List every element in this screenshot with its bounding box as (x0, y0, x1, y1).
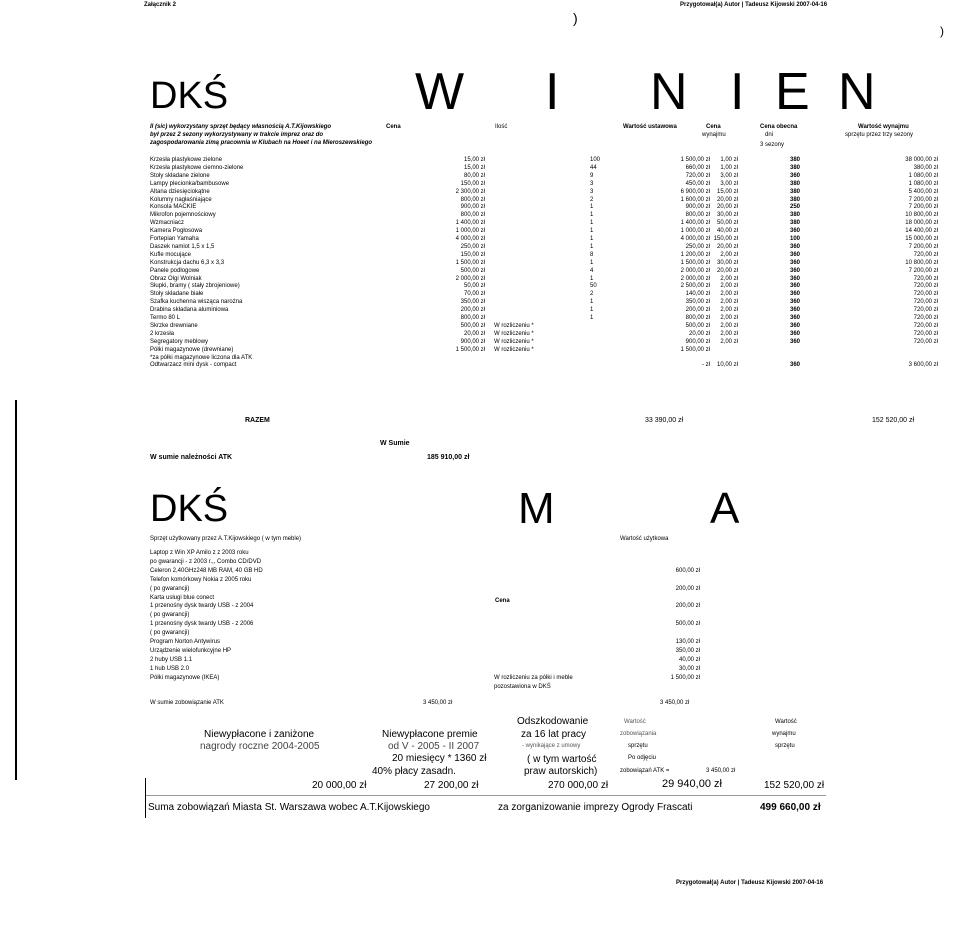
ma-cell-name: 2 huby USB 1.1 (150, 656, 193, 663)
winien-cell-wartosc: 900,00 zł (685, 338, 710, 345)
winien-cell-cena: 800,00 zł (460, 315, 485, 321)
winien-cell-wyn: 2,00 zł (720, 338, 738, 345)
ma-cell-note: pozostawiona w DKŚ (494, 683, 551, 690)
winien-letter-n: N (650, 63, 688, 121)
winien-cell-ilosc: 1 (590, 259, 594, 266)
winien-cell-name: Słupki, bramy ( stały zbrojeniowe) (150, 283, 240, 290)
winien-cell-wyn: 20,00 zł (716, 196, 738, 203)
winien-cell-dni: 360 (790, 315, 801, 321)
winien-cell-total: 10 800,00 zł (905, 212, 938, 219)
winien-cell-name: *za półki magazynowe liczona dla ATK (150, 354, 253, 361)
winien-cell-note: W rozliczeniu * (494, 330, 534, 337)
winien-cell-cena: 1 500,00 zł (455, 259, 485, 266)
winien-cell-wartosc: 2 500,00 zł (680, 283, 710, 290)
winien-cell-ilosc: 8 (590, 251, 594, 258)
winien-cell-total: 15 000,00 zł (905, 236, 938, 242)
sum-col4-3: sprzętu (628, 743, 648, 749)
ma-cell-value: 350,00 zł (675, 647, 700, 654)
winien-cell-name: Panele podłogowe (150, 267, 200, 274)
winien-cell-dni: 360 (790, 243, 801, 250)
col-cena-wynajmu-2: wynajmu (702, 132, 726, 138)
winien-cell-name: Stoły składane białe (150, 291, 204, 298)
winien-cell-ilosc: 44 (590, 164, 597, 171)
winien-cell-wyn: 1,00 zł (720, 164, 738, 171)
winien-cell-dni: 380 (790, 180, 801, 187)
winien-cell-name: Obraz Olgi Wolniak (150, 275, 202, 282)
winien-cell-total: 3 600,00 zł (908, 362, 938, 369)
sum-col4-5: zobowiązań ATK = (620, 768, 670, 774)
ma-cell-value: 600,00 zł (675, 567, 700, 574)
winien-cell-wyn: 2,00 zł (720, 307, 738, 314)
bottom-left: Suma zobowiązań Miasta St. Warszawa wobec A.T.Kijowskiego (148, 802, 430, 813)
sum-col2-2: od V - 2005 - II 2007 (388, 741, 480, 752)
ma-cell-value: 1 500,00 zł (670, 674, 700, 681)
sum-col3-4: ( w tym wartość (527, 754, 597, 765)
winien-cell-cena: 800,00 zł (460, 196, 485, 203)
col-ilosc: Ilość (495, 124, 508, 130)
winien-cell-dni: 360 (790, 267, 801, 274)
winien-cell-wyn: 2,00 zł (720, 291, 738, 298)
winien-cell-cena: 900,00 zł (460, 204, 485, 211)
sum-col4-extra: 3 450,00 zł (706, 768, 736, 774)
col-cena-dzien-1: Cena obecna (760, 124, 798, 130)
winien-cell-cena: 250,00 zł (460, 243, 485, 250)
col-wartosc-wynajmu-2: sprzętu przez trzy sezony (845, 132, 914, 138)
winien-cell-wyn: 2,00 zł (720, 299, 738, 306)
winien-cell-total: 7 200,00 zł (908, 204, 938, 211)
winien-desc-1: Il (sic) wykorzystany sprzęt będący własnością A.T.Kijowskiego (150, 124, 332, 130)
winien-cell-wartosc: 1 500,00 zł (680, 157, 710, 163)
winien-cell-total: 7 200,00 zł (908, 267, 938, 274)
winien-cell-dni: 380 (790, 164, 801, 171)
winien-cell-cena: 4 000,00 zł (455, 236, 485, 242)
winien-cell-cena: 70,00 zł (463, 291, 485, 298)
ma-cell-value: 200,00 zł (675, 603, 700, 610)
ma-cell-name: ( po gwarancji) (150, 630, 190, 637)
winien-cell-ilosc: 9 (590, 172, 594, 179)
winien-cell-note: W rozliczeniu * (494, 322, 534, 329)
header-right: Przygotował(a) Autor | Tadeusz Kijowski 2007-04-16 (680, 2, 828, 8)
winien-cell-name: Krzesła plastykowe ciemno-zielone (150, 164, 244, 171)
sum-col1-2: nagrody roczne 2004-2005 (200, 741, 320, 752)
w-sumie-naleznosci-value: 185 910,00 zł (427, 454, 470, 461)
winien-cell-name: Kamera Pogłosowa (150, 228, 203, 235)
ma-col-cena: Cena (495, 598, 510, 604)
winien-cell-name: Półki magazynowe (drewniane) (150, 346, 234, 353)
winien-cell-wyn: 2,00 zł (720, 322, 738, 329)
sum-col4-4: Po odjęciu (628, 755, 657, 761)
winien-cell-cena: 150,00 zł (460, 251, 485, 258)
winien-cell-cena: 15,00 zł (463, 164, 485, 171)
winien-cell-wartosc: 1 600,00 zł (680, 196, 710, 203)
winien-cell-dni: 380 (790, 188, 801, 195)
winien-cell-total: 7 200,00 zł (908, 243, 938, 250)
winien-letter-n2: N (838, 63, 876, 121)
winien-cell-wartosc: 1 400,00 zł (680, 220, 710, 227)
ma-cell-name: ( po gwarancji) (150, 612, 190, 619)
winien-cell-dni: 360 (790, 283, 801, 290)
winien-cell-wyn: 2,00 zł (720, 315, 738, 321)
winien-cell-ilosc: 1 (590, 204, 594, 211)
winien-cell-cena: 800,00 zł (460, 212, 485, 219)
winien-cell-total: 18 000,00 zł (905, 220, 938, 227)
winien-cell-ilosc: 100 (590, 157, 601, 163)
winien-cell-cena: 500,00 zł (460, 322, 485, 329)
winien-cell-ilosc: 1 (590, 315, 594, 321)
winien-cell-total: 720,00 zł (913, 330, 938, 337)
winien-cell-wyn: 2,00 zł (720, 330, 738, 337)
sum-col3-5: praw autorskich) (524, 766, 598, 777)
winien-cell-wartosc: 660,00 zł (685, 164, 710, 171)
winien-cell-wyn: 2,00 zł (720, 251, 738, 258)
winien-cell-total: 38 000,00 zł (905, 157, 938, 163)
ma-cell-name: 1 przenośny dysk twardy USB - z 2004 (150, 603, 254, 610)
stray-mark-2: ) (940, 24, 944, 38)
sum-col4-1: Wartość (624, 719, 646, 725)
winien-cell-cena: 2 000,00 zł (455, 275, 485, 282)
ma-cell-name: Karta usługi blue conect (150, 594, 215, 601)
stray-mark: ) (573, 10, 578, 26)
sum-col2-1: Niewypłacone premie (382, 729, 478, 740)
winien-cell-wyn: 2,00 zł (720, 275, 738, 282)
winien-cell-ilosc: 1 (590, 236, 594, 242)
winien-cell-total: 720,00 zł (913, 307, 938, 314)
ma-w-sumie-label: W sumie zobowiązanie ATK (150, 700, 224, 706)
winien-cell-total: 720,00 zł (913, 315, 938, 321)
sum-col3-1: Odszkodowanie (517, 716, 589, 727)
winien-letter-i: I (545, 63, 560, 121)
sum-col2-3: 20 miesięcy * 1360 zł (392, 753, 487, 764)
winien-cell-wartosc: 140,00 zł (685, 291, 710, 298)
winien-cell-dni: 380 (790, 220, 801, 227)
sum-col4-2: zobowiązania (620, 731, 657, 737)
winien-cell-total: 10 800,00 zł (905, 259, 938, 266)
w-sumie-naleznosci-label: W sumie należności ATK (150, 454, 233, 461)
winien-cell-ilosc: 2 (590, 291, 594, 298)
ma-letter-m: M (518, 484, 555, 533)
winien-cell-wartosc: 1 500,00 zł (680, 346, 710, 353)
ma-col-wartosc: Wartość użytkowa (620, 536, 669, 542)
ma-cell-value: 200,00 zł (675, 585, 700, 592)
winien-cell-cena: 50,00 zł (463, 283, 485, 290)
winien-cell-wyn: 10,00 zł (716, 362, 738, 369)
winien-cell-dni: 360 (790, 259, 801, 266)
winien-cell-wyn: 150,00 zł (713, 236, 738, 242)
winien-cell-total: 720,00 zł (913, 322, 938, 329)
winien-cell-wyn: 20,00 zł (716, 243, 738, 250)
winien-cell-dni: 360 (790, 299, 801, 306)
winien-cell-dni: 360 (790, 362, 801, 369)
winien-cell-ilosc: 1 (590, 212, 594, 219)
winien-cell-dni: 360 (790, 338, 801, 345)
margin-bar (15, 400, 17, 780)
winien-cell-wyn: 1,00 zł (720, 157, 738, 163)
winien-desc-2: był przez 2 sezony wykorzystywany w trakcie imprez oraz do (150, 132, 324, 138)
winien-cell-name: Lampy plecionka/bambusowe (150, 180, 230, 187)
winien-cell-dni: 360 (790, 322, 801, 329)
winien-cell-dni: 360 (790, 330, 801, 337)
col-wartosc-ustawowa: Wartość ustawowa (623, 124, 677, 130)
winien-cell-name: 2 krzesła (150, 330, 175, 337)
winien-cell-cena: 350,00 zł (460, 299, 485, 306)
winien-cell-wyn: 30,00 zł (716, 212, 738, 219)
sum-col5-1: Wartość (775, 719, 797, 725)
winien-cell-dni: 100 (790, 236, 801, 242)
winien-cell-name: Kufle mocujące (150, 251, 192, 258)
winien-cell-ilosc: 3 (590, 188, 594, 195)
winien-cell-cena: 200,00 zł (460, 307, 485, 314)
ma-w-sumie-value: 3 450,00 zł (660, 700, 690, 706)
winien-cell-cena: 500,00 zł (460, 267, 485, 274)
col-cena: Cena (386, 124, 401, 130)
winien-brand: DKŚ (150, 75, 229, 117)
winien-cell-ilosc: 4 (590, 267, 594, 274)
winien-cell-wartosc: 450,00 zł (685, 180, 710, 187)
winien-cell-name: Odtwarzacz mini dysk - compact (150, 362, 237, 369)
ma-cell-note: W rozliczeniu za półki i meble (494, 674, 573, 681)
winien-cell-total: 5 400,00 zł (908, 188, 938, 195)
winien-cell-cena: 150,00 zł (460, 180, 485, 187)
winien-cell-name: Szafka kuchenna wisząca narożna (150, 299, 243, 306)
winien-cell-dni: 360 (790, 275, 801, 282)
winien-cell-dni: 380 (790, 157, 801, 163)
bottom-mid: za zorganizowanie imprezy Ogrody Frascati (498, 802, 693, 813)
summary-divider (146, 795, 826, 796)
winien-cell-total: 720,00 zł (913, 275, 938, 282)
winien-cell-ilosc: 50 (590, 283, 597, 290)
winien-cell-name: Kolumny nagłaśniające (150, 196, 212, 203)
winien-cell-cena: 15,00 zł (463, 157, 485, 163)
razem-total: 152 520,00 zł (872, 417, 915, 424)
winien-cell-name: Stoły składane zielone (150, 172, 210, 179)
winien-cell-ilosc: 1 (590, 220, 594, 227)
razem-wartosc: 33 390,00 zł (645, 417, 684, 424)
winien-cell-wartosc: 900,00 zł (685, 204, 710, 211)
winien-cell-cena: 80,00 zł (463, 172, 485, 179)
ma-cell-name: po gwarancji - z 2003 r.,, Combo CD/DVD (150, 558, 262, 565)
ma-cell-name: 1 przenośny dysk twardy USB - z 2006 (150, 621, 254, 628)
winien-cell-wartosc: 2 000,00 zł (680, 267, 710, 274)
winien-cell-cena: 900,00 zł (460, 338, 485, 345)
winien-cell-cena: 2 300,00 zł (455, 188, 485, 195)
winien-cell-total: 1 080,00 zł (908, 180, 938, 187)
winien-cell-wyn: 3,00 zł (720, 180, 738, 187)
winien-cell-wartosc: 250,00 zł (685, 243, 710, 250)
ma-letter-a: A (710, 484, 740, 533)
bottom-total: 499 660,00 zł (760, 802, 821, 813)
winien-cell-total: 7 200,00 zł (908, 196, 938, 203)
sum-col2-4: 40% płacy zasadn. (372, 766, 456, 777)
ma-cell-value: 500,00 zł (675, 621, 700, 628)
sum-col3-3: - wynikające z umowy (522, 743, 581, 749)
winien-cell-total: 720,00 zł (913, 291, 938, 298)
winien-cell-wartosc: 350,00 zł (685, 299, 710, 306)
winien-cell-wartosc: 500,00 zł (685, 322, 710, 329)
winien-cell-wyn: 15,00 zł (716, 188, 738, 195)
ma-cell-name: Półki magazynowe (IKEA) (150, 674, 220, 681)
winien-cell-dni: 360 (790, 172, 801, 179)
ma-cell-value: 130,00 zł (675, 639, 700, 645)
ma-cell-name: Program Norton Antywirus (150, 639, 221, 645)
winien-cell-ilosc: 3 (590, 180, 594, 187)
ma-cell-value: 40,00 zł (678, 656, 700, 663)
winien-cell-name: Konstrukcja dachu 6,3 x 3,3 (150, 259, 225, 266)
winien-cell-ilosc: 1 (590, 243, 594, 250)
ma-cell-name: Urządzenie wielofunkcyjne HP (150, 647, 232, 654)
winien-cell-cena: 20,00 zł (463, 330, 485, 337)
winien-cell-total: 380,00 zł (913, 164, 938, 171)
winien-cell-wartosc: 1 500,00 zł (680, 259, 710, 266)
winien-cell-note: W rozliczeniu * (494, 346, 534, 353)
winien-cell-dni: 380 (790, 212, 801, 219)
winien-cell-wartosc: 6 900,00 zł (680, 188, 710, 195)
winien-cell-ilosc: 1 (590, 228, 594, 235)
col-cena-dzien-3: 3 sezony (760, 142, 785, 148)
winien-desc-3: zagospodarowania zimą pracownia w Klubach na Hoeet i na Mieroszewskiego (150, 140, 373, 146)
winien-cell-wyn: 30,00 zł (716, 259, 738, 266)
winien-cell-wartosc: 720,00 zł (685, 172, 710, 179)
winien-cell-name: Fortepian Yamaha (150, 236, 199, 242)
sum-col5-3: sprzętu (775, 743, 795, 749)
winien-cell-name: Krzesła plastykowe zielone (150, 157, 223, 163)
winien-cell-wyn: 40,00 zł (716, 228, 738, 235)
sum-v3: 270 000,00 zł (548, 780, 609, 791)
winien-cell-wartosc: 200,00 zł (685, 307, 710, 314)
winien-cell-note: W rozliczeniu * (494, 338, 534, 345)
winien-cell-name: Wzmacniacz (150, 220, 185, 227)
winien-cell-name: Skrzke drewniane (150, 322, 198, 329)
winien-cell-dni: 360 (790, 228, 801, 235)
winien-cell-name: Konsola MACKIE (150, 204, 197, 211)
winien-cell-wyn: 50,00 zł (716, 220, 738, 227)
winien-cell-wartosc: 1 200,00 zł (680, 251, 710, 258)
winien-cell-total: 720,00 zł (913, 299, 938, 306)
winien-cell-name: Termo 80 L (150, 315, 181, 321)
ma-cell-name: Celeron 2,40GHz248 MB RAM, 40 GB HD (150, 567, 263, 574)
winien-cell-ilosc: 2 (590, 196, 594, 203)
winien-cell-total: 14 400,00 zł (905, 228, 938, 235)
winien-cell-total: 720,00 zł (913, 251, 938, 258)
winien-cell-ilosc: 1 (590, 275, 594, 282)
ma-brand: DKŚ (150, 488, 229, 530)
ma-cell-name: ( po gwarancji) (150, 585, 190, 592)
winien-cell-name: Drabina składana aluminiowa (150, 307, 229, 314)
winien-letter-e: E (775, 63, 810, 121)
ma-cell-name: Telefon komórkowy Nokia z 2005 roku (150, 576, 252, 583)
w-sumie-label: W Sumie (380, 440, 410, 447)
winien-cell-wartosc: 4 000,00 zł (680, 236, 710, 242)
winien-letter-w: W (415, 63, 465, 121)
winien-cell-name: Altana dziesięciokątne (150, 188, 210, 195)
winien-cell-dni: 360 (790, 291, 801, 298)
sum-v2: 27 200,00 zł (424, 780, 479, 791)
col-wartosc-wynajmu-1: Wartość wynajmu (858, 124, 909, 130)
winien-cell-total: 720,00 zł (913, 283, 938, 290)
winien-cell-dni: 250 (790, 204, 801, 211)
winien-cell-cena: 1 400,00 zł (455, 220, 485, 227)
winien-cell-wyn: 2,00 zł (720, 283, 738, 290)
winien-cell-dni: 380 (790, 196, 801, 203)
winien-cell-wartosc: 800,00 zł (685, 212, 710, 219)
winien-cell-cena: 1 000,00 zł (455, 228, 485, 235)
winien-cell-wyn: 3,00 zł (720, 172, 738, 179)
col-cena-dzien-2: dni (765, 132, 774, 138)
razem-label: RAZEM (245, 417, 270, 424)
ma-cell-name: Laptop z Win XP Amilo z z 2003 roku (150, 550, 249, 556)
winien-cell-cena: 1 500,00 zł (455, 346, 485, 353)
sum-col1-1: Niewypłacone i zaniżone (204, 729, 315, 740)
winien-cell-total: 720,00 zł (913, 338, 938, 345)
sum-col3-2: za 16 lat pracy (521, 729, 587, 740)
summary-left-border (145, 778, 146, 818)
footer: Przygotował(a) Autor | Tadeusz Kijowski 2007-04-16 (676, 880, 824, 886)
winien-cell-wyn: 20,00 zł (716, 204, 738, 211)
winien-cell-ilosc: 1 (590, 307, 594, 314)
winien-cell-wyn: 20,00 zł (716, 267, 738, 274)
winien-cell-dni: 360 (790, 307, 801, 314)
winien-cell-wartosc: 2 000,00 zł (680, 275, 710, 282)
winien-cell-ilosc: 1 (590, 299, 594, 306)
winien-cell-wartosc: 1 000,00 zł (680, 228, 710, 235)
winien-cell-wartosc: 800,00 zł (685, 315, 710, 321)
header-left: Załącznik 2 (144, 2, 177, 8)
winien-cell-wartosc: 20,00 zł (688, 330, 710, 337)
ma-desc: Sprzęt użytkowany przez A.T.Kijowskiego ( w tym meble) (150, 536, 302, 542)
winien-cell-total: 1 080,00 zł (908, 172, 938, 179)
winien-cell-name: Daszek namiot 1,5 x 1,5 (150, 243, 215, 250)
sum-v4: 29 940,00 zł (662, 778, 722, 790)
sum-v5: 152 520,00 zł (764, 780, 825, 791)
sum-col5-2: wynajmu (772, 731, 796, 737)
winien-cell-dni: 360 (790, 251, 801, 258)
winien-cell-name: Segregatory meblowy (150, 338, 209, 345)
winien-cell-name: Mikrofon pojemnościowy (150, 212, 216, 219)
ma-cell-name: 1 hub USB 2.0 (150, 665, 190, 672)
ma-cell-value: 30,00 zł (678, 665, 700, 672)
col-cena-wynajmu-1: Cena (706, 124, 721, 130)
winien-letter-i2: I (730, 63, 745, 121)
sum-v1: 20 000,00 zł (312, 780, 367, 791)
ma-w-sumie-cena: 3 450,00 zł (423, 700, 453, 706)
winien-cell-wartosc: - zł (702, 362, 710, 369)
